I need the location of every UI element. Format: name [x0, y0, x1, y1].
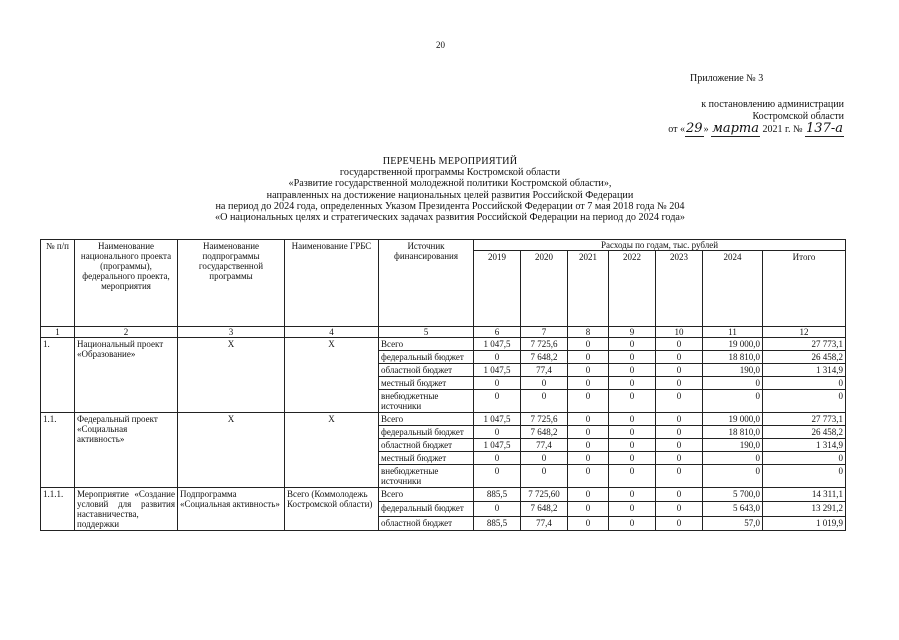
header-row: [41, 240, 846, 251]
amount-cell: 0: [474, 452, 521, 465]
funding-source: областной бюджет: [379, 516, 474, 530]
funding-source: Всего: [379, 413, 474, 426]
funding-source: местный бюджет: [379, 452, 474, 465]
header-source: Источник финансирования: [379, 240, 474, 327]
row-subprogram: Х: [178, 413, 285, 488]
amount-cell: 0: [568, 377, 609, 390]
amount-cell: 0: [568, 439, 609, 452]
amount-cell: 0: [703, 465, 763, 488]
resolution-line1: к постановлению администрации: [701, 99, 844, 110]
column-number: 8: [568, 327, 609, 338]
resolution-line3: [652, 123, 844, 136]
amount-cell: 1 047,5: [474, 413, 521, 426]
handwritten-number: 137-а: [806, 121, 843, 136]
column-number: 12: [763, 327, 846, 338]
amount-cell: 190,0: [703, 439, 763, 452]
amount-cell: 5 700,0: [703, 488, 763, 502]
amount-cell: 26 458,2: [763, 351, 846, 364]
amount-cell: 0: [568, 516, 609, 530]
amount-cell: 7 725,6: [521, 413, 568, 426]
header-grbs: Наименование ГРБС: [285, 240, 379, 327]
amount-cell: 190,0: [703, 364, 763, 377]
header-year: 2024: [703, 251, 763, 327]
funding-source: областной бюджет: [379, 364, 474, 377]
amount-cell: 0: [609, 364, 656, 377]
amount-cell: 0: [609, 488, 656, 502]
row-name: Федеральный проект «Социальная активность»: [75, 413, 178, 488]
row-number: 1.1.1.: [41, 488, 75, 531]
header-num: № п/п: [41, 240, 75, 327]
amount-cell: 0: [763, 390, 846, 413]
amount-cell: 0: [609, 516, 656, 530]
funding-source: федеральный бюджет: [379, 426, 474, 439]
appendix-label: Приложение № 3: [690, 73, 764, 84]
header-name: Наименование национального проекта (программы), федерального проекта, мероприятия: [75, 240, 178, 327]
amount-cell: 5 643,0: [703, 502, 763, 516]
amount-cell: 0: [521, 377, 568, 390]
amount-cell: 19 000,0: [703, 413, 763, 426]
header-year: 2023: [656, 251, 703, 327]
title-line5: «О национальных целях и стратегических задачах развития Российской Федерации на период до 2024 года»: [214, 212, 686, 224]
funding-source: федеральный бюджет: [379, 351, 474, 364]
amount-cell: 26 458,2: [763, 426, 846, 439]
amount-cell: 0: [474, 377, 521, 390]
amount-cell: 0: [703, 390, 763, 413]
amount-cell: 0: [656, 377, 703, 390]
amount-cell: 0: [609, 465, 656, 488]
resolution-mid1: »: [703, 124, 712, 135]
column-number: 6: [474, 327, 521, 338]
amount-cell: 13 291,2: [763, 502, 846, 516]
amount-cell: 77,4: [521, 516, 568, 530]
amount-cell: 0: [568, 351, 609, 364]
amount-cell: 0: [568, 338, 609, 351]
column-number: 10: [656, 327, 703, 338]
amount-cell: 18 810,0: [703, 426, 763, 439]
amount-cell: 0: [609, 390, 656, 413]
row-subprogram: Подпрограмма «Социальная активность»: [178, 488, 285, 531]
amount-cell: 0: [656, 502, 703, 516]
amount-cell: 0: [474, 465, 521, 488]
column-number: 3: [178, 327, 285, 338]
amount-cell: 0: [474, 502, 521, 516]
amount-cell: 27 773,1: [763, 413, 846, 426]
row-name: Национальный проект «Образование»: [75, 338, 178, 413]
amount-cell: 0: [656, 426, 703, 439]
column-number: 9: [609, 327, 656, 338]
amount-cell: 7 648,2: [521, 351, 568, 364]
amount-cell: 0: [763, 377, 846, 390]
amount-cell: 1 314,9: [763, 364, 846, 377]
column-number: 2: [75, 327, 178, 338]
column-number: 7: [521, 327, 568, 338]
funding-source: Всего: [379, 338, 474, 351]
amount-cell: 0: [703, 452, 763, 465]
amount-cell: 0: [609, 439, 656, 452]
amount-cell: 0: [703, 377, 763, 390]
amount-cell: 19 000,0: [703, 338, 763, 351]
table-row: [41, 413, 846, 426]
amount-cell: 57,0: [703, 516, 763, 530]
amount-cell: 18 810,0: [703, 351, 763, 364]
amount-cell: 1 047,5: [474, 338, 521, 351]
amount-cell: 0: [656, 452, 703, 465]
amount-cell: 0: [474, 426, 521, 439]
title-line2: «Развитие государственной молодежной политики Костромской области»,: [288, 178, 612, 190]
row-name: Мероприятие «Создание условий для развития наставничества, поддержки: [75, 488, 178, 531]
amount-cell: 1 314,9: [763, 439, 846, 452]
amount-cell: 885,5: [474, 516, 521, 530]
title-heading: ПЕРЕЧЕНЬ МЕРОПРИЯТИЙ: [382, 156, 518, 167]
header-year: 2021: [568, 251, 609, 327]
title-line3: направленных на достижение национальных целей развития Российской Федерации: [266, 189, 634, 201]
amount-cell: 0: [656, 364, 703, 377]
amount-cell: 0: [568, 452, 609, 465]
header-expenses: Расходы по годам, тыс. рублей: [474, 240, 846, 251]
funding-source: внебюджетные источники: [379, 465, 474, 488]
amount-cell: 1 019,9: [763, 516, 846, 530]
resolution-line2: Костромской области: [752, 111, 844, 122]
column-number: 11: [703, 327, 763, 338]
row-grbs: Х: [285, 413, 379, 488]
activities-table: [40, 239, 846, 531]
amount-cell: 0: [568, 426, 609, 439]
amount-cell: 0: [656, 488, 703, 502]
funding-source: федеральный бюджет: [379, 502, 474, 516]
amount-cell: 0: [474, 390, 521, 413]
header-total: Итого: [763, 251, 846, 327]
funding-source: местный бюджет: [379, 377, 474, 390]
funding-source: областной бюджет: [379, 439, 474, 452]
amount-cell: 0: [609, 502, 656, 516]
amount-cell: 7 725,6: [521, 338, 568, 351]
amount-cell: 0: [609, 338, 656, 351]
row-number: 1.1.: [41, 413, 75, 488]
amount-cell: 7 648,2: [521, 426, 568, 439]
resolution-prefix: от «: [668, 124, 686, 135]
handwritten-day: 29: [686, 121, 703, 136]
amount-cell: 27 773,1: [763, 338, 846, 351]
amount-cell: 7 725,60: [521, 488, 568, 502]
amount-cell: 0: [763, 452, 846, 465]
amount-cell: 0: [656, 338, 703, 351]
page-number: 20: [436, 40, 445, 50]
amount-cell: 0: [763, 465, 846, 488]
amount-cell: 0: [521, 390, 568, 413]
amount-cell: 0: [656, 465, 703, 488]
amount-cell: 0: [568, 364, 609, 377]
header-year: 2020: [521, 251, 568, 327]
row-number: 1.: [41, 338, 75, 413]
amount-cell: 14 311,1: [763, 488, 846, 502]
title-line4: на период до 2024 года, определенных Указом Президента Российской Федерации от 7 мая 2018 года № 204: [215, 200, 685, 212]
amount-cell: 0: [609, 377, 656, 390]
column-number-row: [41, 327, 846, 338]
amount-cell: 7 648,2: [521, 502, 568, 516]
column-number: 4: [285, 327, 379, 338]
amount-cell: 77,4: [521, 439, 568, 452]
row-grbs: Всего (Коммолодежь Костромской области): [285, 488, 379, 531]
amount-cell: 0: [656, 439, 703, 452]
amount-cell: 77,4: [521, 364, 568, 377]
amount-cell: 0: [568, 465, 609, 488]
funding-source: внебюджетные источники: [379, 390, 474, 413]
amount-cell: 0: [656, 516, 703, 530]
amount-cell: 0: [568, 488, 609, 502]
amount-cell: 0: [609, 452, 656, 465]
amount-cell: 0: [656, 351, 703, 364]
resolution-mid2: 2021 г. №: [760, 124, 806, 135]
handwritten-month: марта: [712, 121, 760, 136]
amount-cell: 0: [568, 390, 609, 413]
document-title: [90, 156, 810, 223]
header-year: 2022: [609, 251, 656, 327]
header-subprogram: Наименование подпрограммы государственной программы: [178, 240, 285, 327]
column-number: 5: [379, 327, 474, 338]
amount-cell: 0: [521, 465, 568, 488]
amount-cell: 0: [568, 413, 609, 426]
header-year: 2019: [474, 251, 521, 327]
amount-cell: 885,5: [474, 488, 521, 502]
column-number: 1: [41, 327, 75, 338]
amount-cell: 1 047,5: [474, 364, 521, 377]
row-subprogram: Х: [178, 338, 285, 413]
amount-cell: 0: [474, 351, 521, 364]
amount-cell: 0: [568, 502, 609, 516]
amount-cell: 0: [656, 413, 703, 426]
title-line1: государственной программы Костромской области: [339, 167, 561, 179]
table-row: [41, 488, 846, 502]
resolution-reference: [652, 99, 844, 136]
amount-cell: 0: [609, 351, 656, 364]
amount-cell: 0: [521, 452, 568, 465]
funding-source: Всего: [379, 488, 474, 502]
row-grbs: Х: [285, 338, 379, 413]
amount-cell: 0: [609, 413, 656, 426]
table-row: [41, 338, 846, 351]
amount-cell: 0: [609, 426, 656, 439]
table-body: [41, 338, 846, 531]
amount-cell: 0: [656, 390, 703, 413]
amount-cell: 1 047,5: [474, 439, 521, 452]
